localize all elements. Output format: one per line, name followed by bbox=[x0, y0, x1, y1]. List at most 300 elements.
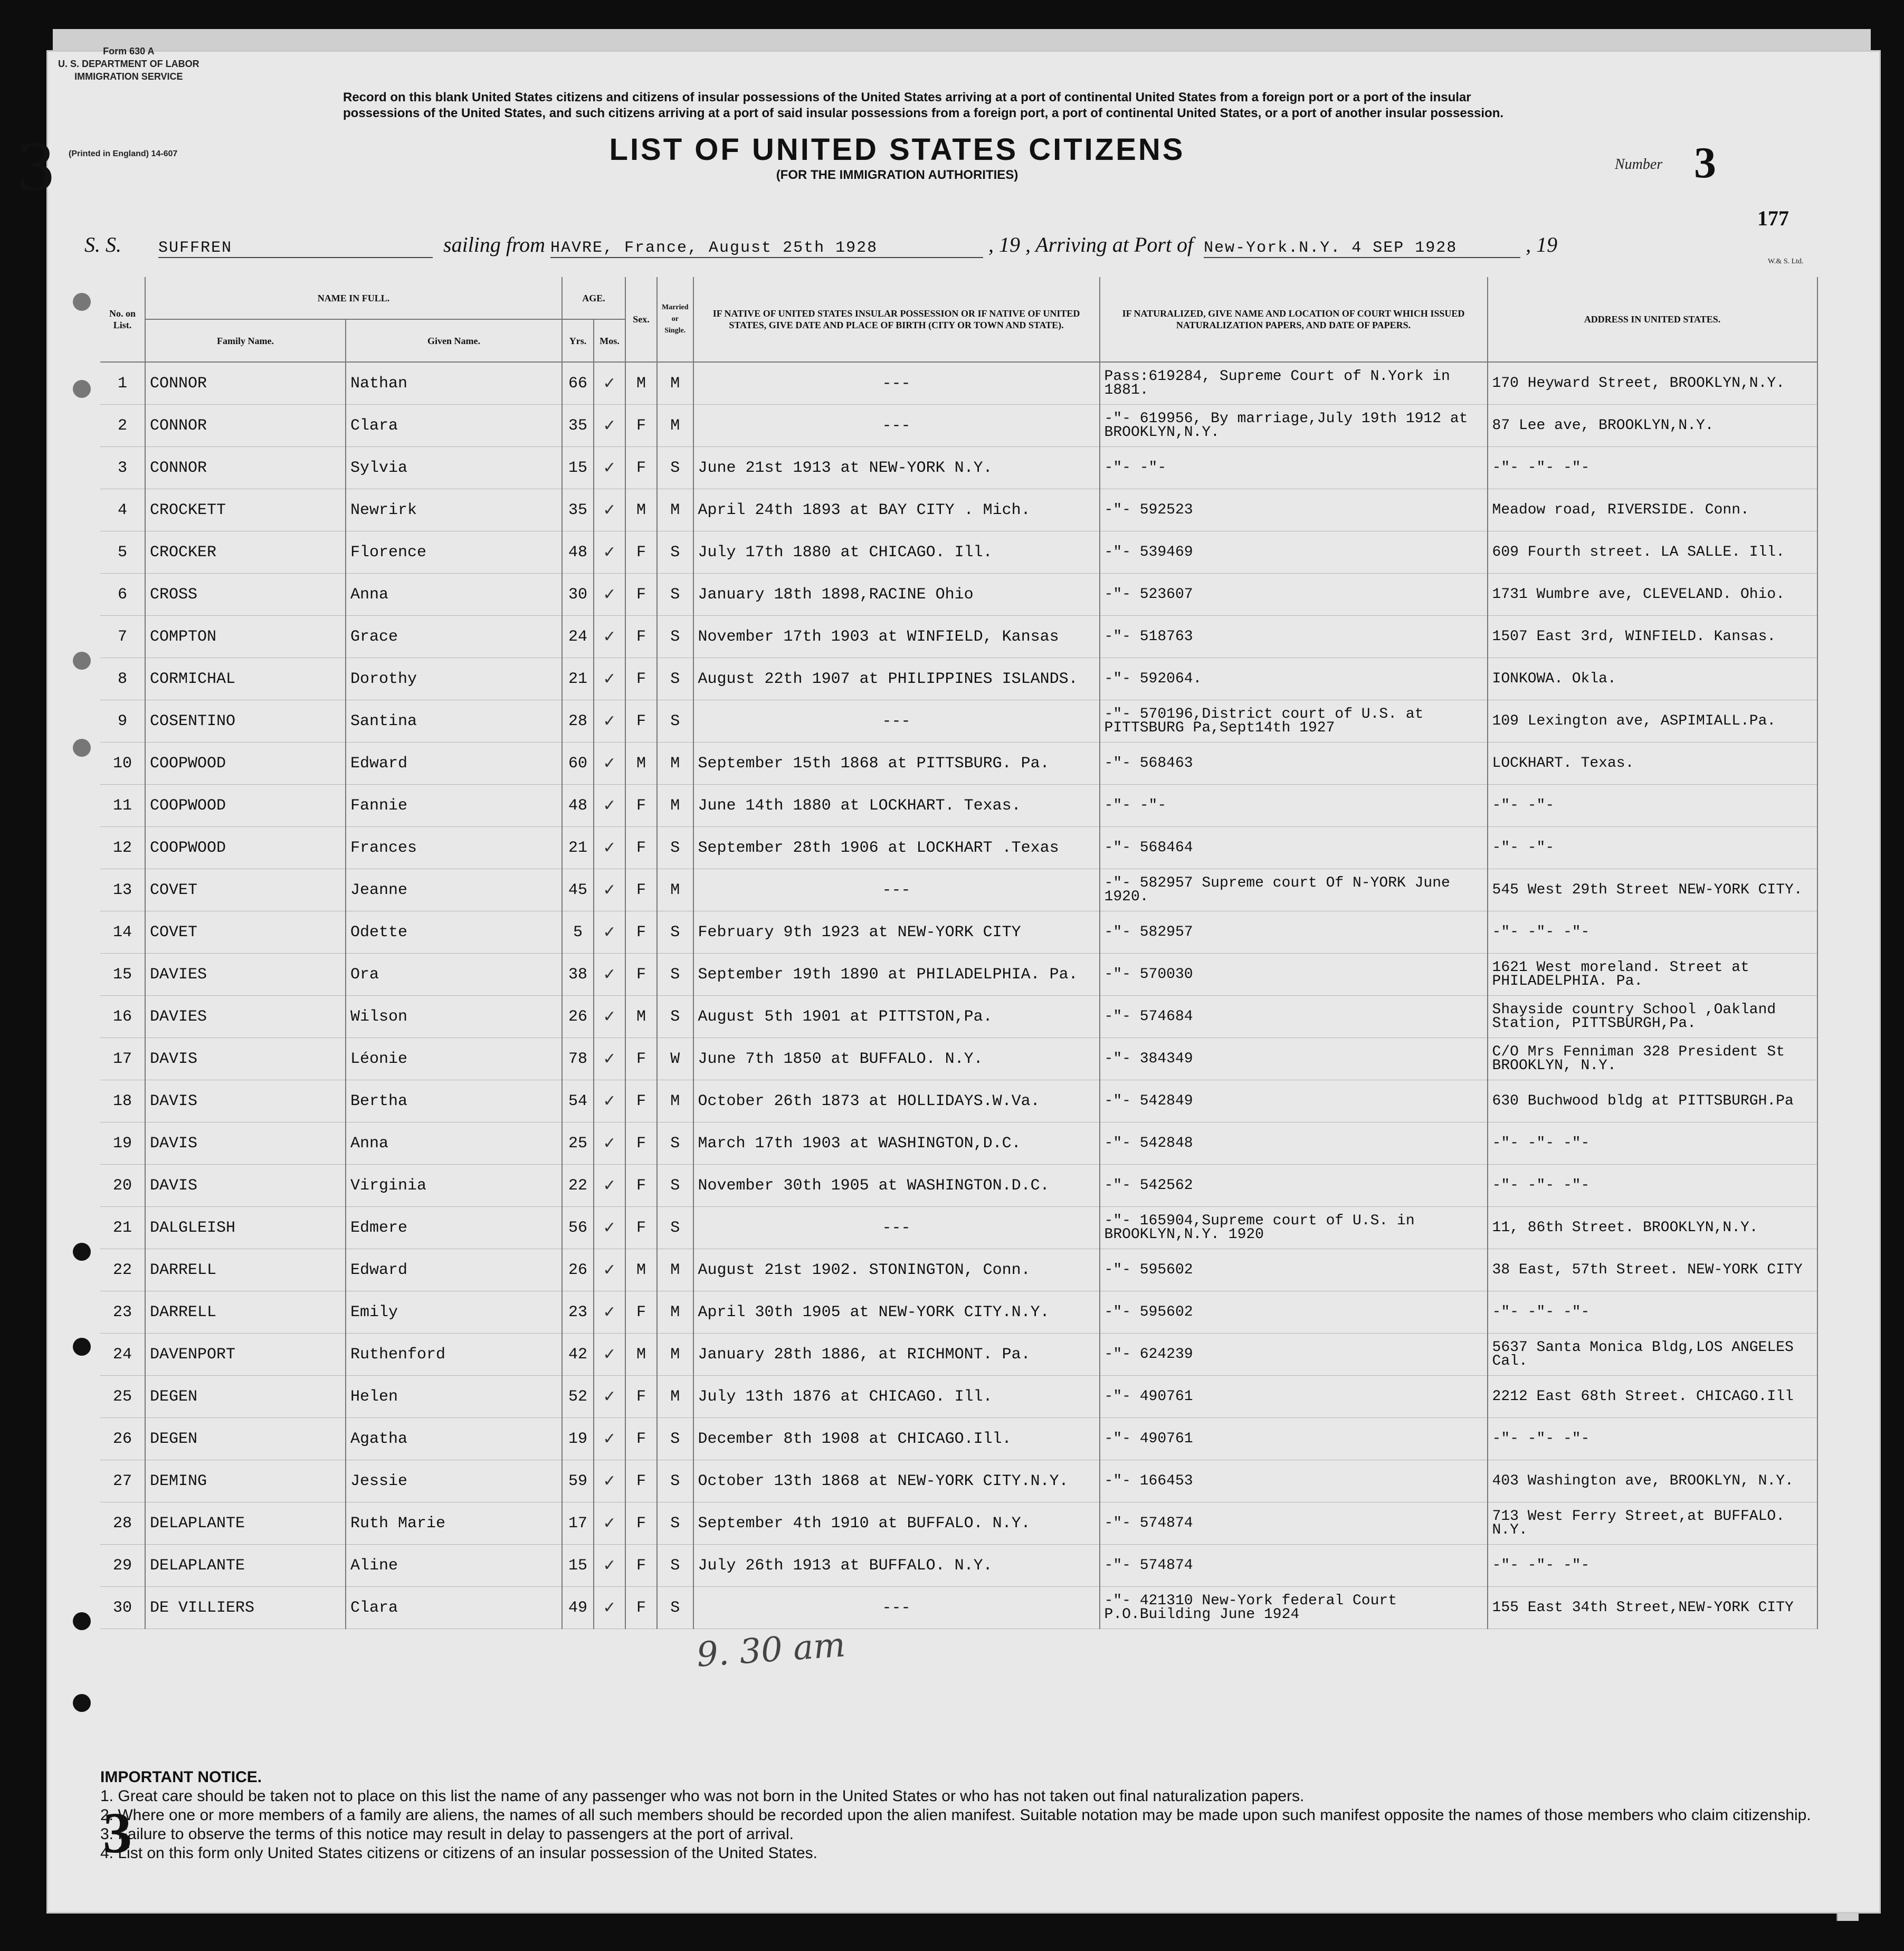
birth-info: --- bbox=[693, 1587, 1100, 1629]
sex: F bbox=[625, 1460, 657, 1502]
row-number: 3 bbox=[100, 447, 145, 489]
sex: F bbox=[625, 827, 657, 869]
given-name: Edmere bbox=[346, 1207, 562, 1249]
birth-info: --- bbox=[693, 869, 1100, 911]
sex: F bbox=[625, 1038, 657, 1080]
table-row bbox=[100, 1080, 1817, 1122]
sailing-from-label: sailing from bbox=[443, 233, 545, 256]
naturalization-info: -"- 574874 bbox=[1100, 1502, 1488, 1545]
sex: F bbox=[625, 658, 657, 700]
age-years: 48 bbox=[562, 785, 594, 827]
page-title: LIST OF UNITED STATES CITIZENS bbox=[609, 132, 1185, 167]
instructions-text: Record on this blank United States citizens and citizens of insular possessions of the United States arriving at a port of continental United States from a foreign port or a port of the insular possessions of the United States, and such citizens arriving at a port of said insular possessions from a foreign port, a port of continental United States, or a port of another insular possession. bbox=[343, 90, 1504, 120]
naturalization-info: Pass:619284, Supreme Court of N.York in 1881. bbox=[1100, 362, 1488, 405]
header-yrs: Yrs. bbox=[562, 319, 594, 362]
table-row bbox=[100, 1376, 1817, 1418]
birth-info: April 24th 1893 at BAY CITY . Mich. bbox=[693, 489, 1100, 531]
age-months: ✓ bbox=[594, 1122, 625, 1165]
handwritten-number: 3 bbox=[16, 132, 56, 205]
given-name: Jeanne bbox=[346, 869, 562, 911]
sex: M bbox=[625, 489, 657, 531]
given-name: Helen bbox=[346, 1376, 562, 1418]
family-name: DALGLEISH bbox=[145, 1207, 346, 1249]
sex: F bbox=[625, 1587, 657, 1629]
us-address: 630 Buchwood bldg at PITTSBURGH.Pa bbox=[1488, 1080, 1817, 1122]
age-years: 35 bbox=[562, 489, 594, 531]
marital-status: S bbox=[657, 1207, 693, 1249]
family-name: DAVIES bbox=[145, 954, 346, 996]
passenger-table bbox=[100, 277, 1818, 1629]
us-address: C/O Mrs Fenniman 328 President St BROOKLYN, N.Y. bbox=[1488, 1038, 1817, 1080]
naturalization-info: -"- 542848 bbox=[1100, 1122, 1488, 1165]
age-months: ✓ bbox=[594, 616, 625, 658]
given-name: Anna bbox=[346, 574, 562, 616]
table-row bbox=[100, 700, 1817, 743]
age-years: 28 bbox=[562, 700, 594, 743]
number-value: 3 bbox=[1694, 138, 1716, 187]
us-address: LOCKHART. Texas. bbox=[1488, 743, 1817, 785]
us-address: 87 Lee ave, BROOKLYN,N.Y. bbox=[1488, 405, 1817, 447]
notice-heading: IMPORTANT NOTICE. bbox=[100, 1768, 262, 1786]
family-name: COOPWOOD bbox=[145, 743, 346, 785]
age-months: ✓ bbox=[594, 1080, 625, 1122]
age-years: 35 bbox=[562, 405, 594, 447]
binder-hole bbox=[73, 739, 91, 757]
sex: F bbox=[625, 1502, 657, 1545]
age-years: 52 bbox=[562, 1376, 594, 1418]
family-name: CORMICHAL bbox=[145, 658, 346, 700]
birth-info: June 14th 1880 at LOCKHART. Texas. bbox=[693, 785, 1100, 827]
us-address: 155 East 34th Street,NEW-YORK CITY bbox=[1488, 1587, 1817, 1629]
age-months: ✓ bbox=[594, 1334, 625, 1376]
age-years: 66 bbox=[562, 362, 594, 405]
header-married-single: Married or Single. bbox=[657, 277, 693, 362]
family-name: DARRELL bbox=[145, 1291, 346, 1334]
table-row bbox=[100, 489, 1817, 531]
marital-status: S bbox=[657, 827, 693, 869]
header-birth: IF NATIVE OF UNITED STATES INSULAR POSSESSION OR IF NATIVE OF UNITED STATES, GIVE DATE AND PLACE OF BIRTH (CITY OR TOWN AND STATE). bbox=[693, 277, 1100, 362]
form-number: Form 630 A bbox=[103, 46, 155, 56]
table-row bbox=[100, 996, 1817, 1038]
sex: F bbox=[625, 1291, 657, 1334]
us-address: -"- -"- -"- bbox=[1488, 1418, 1817, 1460]
age-months: ✓ bbox=[594, 1207, 625, 1249]
background-sheet-top bbox=[53, 29, 1871, 51]
marital-status: S bbox=[657, 1502, 693, 1545]
family-name: DELAPLANTE bbox=[145, 1502, 346, 1545]
row-number: 7 bbox=[100, 616, 145, 658]
age-years: 49 bbox=[562, 1587, 594, 1629]
sex: F bbox=[625, 869, 657, 911]
sex: M bbox=[625, 1249, 657, 1291]
age-months: ✓ bbox=[594, 447, 625, 489]
age-months: ✓ bbox=[594, 785, 625, 827]
table-row bbox=[100, 743, 1817, 785]
naturalization-info: -"- 574684 bbox=[1100, 996, 1488, 1038]
page-number: 177 bbox=[1757, 206, 1789, 230]
naturalization-info: -"- 421310 New-York federal Court P.O.Building June 1924 bbox=[1100, 1587, 1488, 1629]
row-number: 16 bbox=[100, 996, 145, 1038]
marital-status: S bbox=[657, 1122, 693, 1165]
sex: F bbox=[625, 1418, 657, 1460]
table-row bbox=[100, 827, 1817, 869]
row-number: 24 bbox=[100, 1334, 145, 1376]
family-name: DEGEN bbox=[145, 1376, 346, 1418]
birth-info: September 15th 1868 at PITTSBURG. Pa. bbox=[693, 743, 1100, 785]
given-name: Virginia bbox=[346, 1165, 562, 1207]
given-name: Sylvia bbox=[346, 447, 562, 489]
form-department: U. S. DEPARTMENT OF LABOR bbox=[58, 59, 199, 69]
given-name: Grace bbox=[346, 616, 562, 658]
table-row bbox=[100, 405, 1817, 447]
naturalization-info: -"- 542562 bbox=[1100, 1165, 1488, 1207]
header-mos: Mos. bbox=[594, 319, 625, 362]
us-address: 1731 Wumbre ave, CLEVELAND. Ohio. bbox=[1488, 574, 1817, 616]
given-name: Wilson bbox=[346, 996, 562, 1038]
naturalization-info: -"- 166453 bbox=[1100, 1460, 1488, 1502]
us-address: 5637 Santa Monica Bldg,LOS ANGELES Cal. bbox=[1488, 1334, 1817, 1376]
row-number: 1 bbox=[100, 362, 145, 405]
sex: F bbox=[625, 1376, 657, 1418]
sex: F bbox=[625, 1122, 657, 1165]
naturalization-info: -"- 165904,Supreme court of U.S. in BROOKLYN,N.Y. 1920 bbox=[1100, 1207, 1488, 1249]
us-address: -"- -"- -"- bbox=[1488, 1122, 1817, 1165]
age-months: ✓ bbox=[594, 531, 625, 574]
family-name: CONNOR bbox=[145, 362, 346, 405]
binder-hole bbox=[73, 293, 91, 311]
given-name: Aline bbox=[346, 1545, 562, 1587]
naturalization-info: -"- 582957 Supreme court Of N-YORK June 1920. bbox=[1100, 869, 1488, 911]
age-years: 15 bbox=[562, 1545, 594, 1587]
marital-status: M bbox=[657, 1376, 693, 1418]
naturalization-info: -"- 582957 bbox=[1100, 911, 1488, 954]
sex: M bbox=[625, 1334, 657, 1376]
family-name: CROSS bbox=[145, 574, 346, 616]
family-name: CROCKETT bbox=[145, 489, 346, 531]
form-identifier bbox=[58, 45, 199, 83]
printed-note: (Printed in England) 14-607 bbox=[69, 149, 178, 158]
marital-status: M bbox=[657, 1249, 693, 1291]
table-row bbox=[100, 869, 1817, 911]
marital-status: S bbox=[657, 954, 693, 996]
table-row bbox=[100, 911, 1817, 954]
family-name: DARRELL bbox=[145, 1249, 346, 1291]
table-row bbox=[100, 1545, 1817, 1587]
age-months: ✓ bbox=[594, 996, 625, 1038]
given-name: Odette bbox=[346, 911, 562, 954]
marital-status: S bbox=[657, 1418, 693, 1460]
header-naturalized: IF NATURALIZED, GIVE NAME AND LOCATION OF COURT WHICH ISSUED NATURALIZATION PAPERS, AND DATE OF PAPERS. bbox=[1100, 277, 1488, 362]
age-months: ✓ bbox=[594, 1418, 625, 1460]
marital-status: S bbox=[657, 1587, 693, 1629]
row-number: 23 bbox=[100, 1291, 145, 1334]
naturalization-info: -"- 542849 bbox=[1100, 1080, 1488, 1122]
birth-info: March 17th 1903 at WASHINGTON,D.C. bbox=[693, 1122, 1100, 1165]
age-years: 19 bbox=[562, 1418, 594, 1460]
row-number: 8 bbox=[100, 658, 145, 700]
birth-info: February 9th 1923 at NEW-YORK CITY bbox=[693, 911, 1100, 954]
page-subtitle: (FOR THE IMMIGRATION AUTHORITIES) bbox=[776, 168, 1018, 182]
table-row bbox=[100, 785, 1817, 827]
handwritten-signature: 9. 30 am bbox=[695, 1625, 847, 1675]
row-number: 19 bbox=[100, 1122, 145, 1165]
marital-status: S bbox=[657, 658, 693, 700]
marital-status: S bbox=[657, 911, 693, 954]
table-row bbox=[100, 1122, 1817, 1165]
birth-info: July 17th 1880 at CHICAGO. Ill. bbox=[693, 531, 1100, 574]
marital-status: M bbox=[657, 869, 693, 911]
naturalization-info: -"- -"- bbox=[1100, 785, 1488, 827]
family-name: DAVENPORT bbox=[145, 1334, 346, 1376]
given-name: Clara bbox=[346, 405, 562, 447]
sex: F bbox=[625, 447, 657, 489]
us-address: Meadow road, RIVERSIDE. Conn. bbox=[1488, 489, 1817, 531]
table-row bbox=[100, 616, 1817, 658]
birth-info: November 17th 1903 at WINFIELD, Kansas bbox=[693, 616, 1100, 658]
naturalization-info: -"- 570030 bbox=[1100, 954, 1488, 996]
row-number: 21 bbox=[100, 1207, 145, 1249]
age-years: 17 bbox=[562, 1502, 594, 1545]
age-years: 38 bbox=[562, 954, 594, 996]
age-months: ✓ bbox=[594, 574, 625, 616]
us-address: -"- -"- bbox=[1488, 785, 1817, 827]
birth-info: December 8th 1908 at CHICAGO.Ill. bbox=[693, 1418, 1100, 1460]
table-row bbox=[100, 1207, 1817, 1249]
given-name: Ruth Marie bbox=[346, 1502, 562, 1545]
marital-status: S bbox=[657, 1545, 693, 1587]
family-name: COMPTON bbox=[145, 616, 346, 658]
family-name: DAVIS bbox=[145, 1038, 346, 1080]
given-name: Dorothy bbox=[346, 658, 562, 700]
family-name: DEMING bbox=[145, 1460, 346, 1502]
important-notice bbox=[100, 1768, 1815, 1863]
age-years: 56 bbox=[562, 1207, 594, 1249]
sex: M bbox=[625, 362, 657, 405]
header-given-name: Given Name. bbox=[346, 319, 562, 362]
naturalization-info: -"- 595602 bbox=[1100, 1291, 1488, 1334]
marital-status: M bbox=[657, 405, 693, 447]
us-address: 609 Fourth street. LA SALLE. Ill. bbox=[1488, 531, 1817, 574]
year-label-1: , 19 bbox=[988, 233, 1020, 256]
age-months: ✓ bbox=[594, 1291, 625, 1334]
birth-info: April 30th 1905 at NEW-YORK CITY.N.Y. bbox=[693, 1291, 1100, 1334]
naturalization-info: -"- 574874 bbox=[1100, 1545, 1488, 1587]
us-address: 1621 West moreland. Street at PHILADELPHIA. Pa. bbox=[1488, 954, 1817, 996]
naturalization-info: -"- 570196,District court of U.S. at PITTSBURG Pa,Sept14th 1927 bbox=[1100, 700, 1488, 743]
given-name: Frances bbox=[346, 827, 562, 869]
marital-status: S bbox=[657, 700, 693, 743]
sex: M bbox=[625, 743, 657, 785]
us-address: 1507 East 3rd, WINFIELD. Kansas. bbox=[1488, 616, 1817, 658]
form-service: IMMIGRATION SERVICE bbox=[74, 71, 183, 82]
us-address: 109 Lexington ave, ASPIMIALL.Pa. bbox=[1488, 700, 1817, 743]
row-number: 25 bbox=[100, 1376, 145, 1418]
marital-status: M bbox=[657, 785, 693, 827]
page-section-number: 3 bbox=[103, 1801, 132, 1865]
given-name: Ruthenford bbox=[346, 1334, 562, 1376]
naturalization-info: -"- 592064. bbox=[1100, 658, 1488, 700]
age-months: ✓ bbox=[594, 658, 625, 700]
age-years: 15 bbox=[562, 447, 594, 489]
sex: M bbox=[625, 996, 657, 1038]
table-row bbox=[100, 1249, 1817, 1291]
table-row bbox=[100, 1502, 1817, 1545]
age-years: 30 bbox=[562, 574, 594, 616]
sex: F bbox=[625, 1545, 657, 1587]
us-address: IONKOWA. Okla. bbox=[1488, 658, 1817, 700]
table-row bbox=[100, 531, 1817, 574]
table-row bbox=[100, 1418, 1817, 1460]
marital-status: S bbox=[657, 1460, 693, 1502]
family-name: DAVIES bbox=[145, 996, 346, 1038]
sex: F bbox=[625, 574, 657, 616]
birth-info: July 13th 1876 at CHICAGO. Ill. bbox=[693, 1376, 1100, 1418]
family-name: COOPWOOD bbox=[145, 785, 346, 827]
age-months: ✓ bbox=[594, 1545, 625, 1587]
naturalization-info: -"- 624239 bbox=[1100, 1334, 1488, 1376]
birth-info: September 4th 1910 at BUFFALO. N.Y. bbox=[693, 1502, 1100, 1545]
naturalization-info: -"- 619956, By marriage,July 19th 1912 at BROOKLYN,N.Y. bbox=[1100, 405, 1488, 447]
us-address: 2212 East 68th Street. CHICAGO.Ill bbox=[1488, 1376, 1817, 1418]
sex: F bbox=[625, 616, 657, 658]
row-number: 9 bbox=[100, 700, 145, 743]
given-name: Santina bbox=[346, 700, 562, 743]
naturalization-info: -"- 490761 bbox=[1100, 1376, 1488, 1418]
age-months: ✓ bbox=[594, 1587, 625, 1629]
birth-info: June 21st 1913 at NEW-YORK N.Y. bbox=[693, 447, 1100, 489]
sex: F bbox=[625, 785, 657, 827]
naturalization-info: -"- 518763 bbox=[1100, 616, 1488, 658]
family-name: CONNOR bbox=[145, 405, 346, 447]
birth-info: September 28th 1906 at LOCKHART .Texas bbox=[693, 827, 1100, 869]
age-years: 22 bbox=[562, 1165, 594, 1207]
sex: F bbox=[625, 405, 657, 447]
age-years: 24 bbox=[562, 616, 594, 658]
binder-hole bbox=[73, 1694, 91, 1712]
table-row bbox=[100, 574, 1817, 616]
row-number: 27 bbox=[100, 1460, 145, 1502]
marital-status: S bbox=[657, 531, 693, 574]
number-label: Number bbox=[1615, 156, 1663, 173]
naturalization-info: -"- 592523 bbox=[1100, 489, 1488, 531]
marital-status: S bbox=[657, 996, 693, 1038]
birth-info: August 5th 1901 at PITTSTON,Pa. bbox=[693, 996, 1100, 1038]
header-address: ADDRESS IN UNITED STATES. bbox=[1488, 277, 1817, 362]
sex: F bbox=[625, 954, 657, 996]
row-number: 14 bbox=[100, 911, 145, 954]
ss-label: S. S. bbox=[84, 233, 121, 256]
table-row bbox=[100, 447, 1817, 489]
row-number: 13 bbox=[100, 869, 145, 911]
marital-status: S bbox=[657, 1165, 693, 1207]
age-months: ✓ bbox=[594, 827, 625, 869]
naturalization-info: -"- 568464 bbox=[1100, 827, 1488, 869]
marital-status: M bbox=[657, 1080, 693, 1122]
age-months: ✓ bbox=[594, 1502, 625, 1545]
family-name: DAVIS bbox=[145, 1165, 346, 1207]
given-name: Edward bbox=[346, 743, 562, 785]
arriving-label: , Arriving at Port of bbox=[1025, 233, 1194, 256]
row-number: 28 bbox=[100, 1502, 145, 1545]
us-address: 713 West Ferry Street,at BUFFALO. N.Y. bbox=[1488, 1502, 1817, 1545]
arriving-port: New-York.N.Y. 4 SEP 1928 bbox=[1204, 239, 1520, 258]
us-address: -"- -"- -"- bbox=[1488, 1291, 1817, 1334]
given-name: Nathan bbox=[346, 362, 562, 405]
age-years: 26 bbox=[562, 1249, 594, 1291]
naturalization-info: -"- 568463 bbox=[1100, 743, 1488, 785]
age-years: 78 bbox=[562, 1038, 594, 1080]
age-years: 21 bbox=[562, 658, 594, 700]
birth-info: --- bbox=[693, 405, 1100, 447]
table-row bbox=[100, 1460, 1817, 1502]
birth-info: January 28th 1886, at RICHMONT. Pa. bbox=[693, 1334, 1100, 1376]
age-years: 5 bbox=[562, 911, 594, 954]
voyage-line bbox=[84, 232, 1557, 258]
binder-hole bbox=[73, 1243, 91, 1261]
marital-status: M bbox=[657, 1334, 693, 1376]
row-number: 22 bbox=[100, 1249, 145, 1291]
given-name: Agatha bbox=[346, 1418, 562, 1460]
marital-status: M bbox=[657, 489, 693, 531]
header-no: No. on List. bbox=[100, 277, 145, 362]
header-family-name: Family Name. bbox=[145, 319, 346, 362]
year-label-2: , 19 bbox=[1526, 233, 1558, 256]
row-number: 2 bbox=[100, 405, 145, 447]
age-months: ✓ bbox=[594, 743, 625, 785]
us-address: 403 Washington ave, BROOKLYN, N.Y. bbox=[1488, 1460, 1817, 1502]
age-years: 59 bbox=[562, 1460, 594, 1502]
age-months: ✓ bbox=[594, 1165, 625, 1207]
table-row bbox=[100, 1291, 1817, 1334]
header-sex: Sex. bbox=[625, 277, 657, 362]
row-number: 15 bbox=[100, 954, 145, 996]
given-name: Florence bbox=[346, 531, 562, 574]
printer-mark: W.& S. Ltd. bbox=[1768, 258, 1804, 265]
given-name: Jessie bbox=[346, 1460, 562, 1502]
marital-status: S bbox=[657, 616, 693, 658]
birth-info: --- bbox=[693, 362, 1100, 405]
row-number: 26 bbox=[100, 1418, 145, 1460]
row-number: 10 bbox=[100, 743, 145, 785]
age-years: 60 bbox=[562, 743, 594, 785]
binder-hole bbox=[73, 1612, 91, 1630]
notice-item: 2. Where one or more members of a family are aliens, the names of all such members should be recorded upon the alien manifest. Suitable notation may be made upon such manifest opposite the names of those members who claim citizenship. bbox=[100, 1806, 1811, 1824]
us-address: 170 Heyward Street, BROOKLYN,N.Y. bbox=[1488, 362, 1817, 405]
us-address: -"- -"- bbox=[1488, 827, 1817, 869]
family-name: CROCKER bbox=[145, 531, 346, 574]
notice-item: 3. Failure to observe the terms of this notice may result in delay to passengers at the port of arrival. bbox=[100, 1825, 794, 1843]
age-months: ✓ bbox=[594, 489, 625, 531]
binder-hole bbox=[73, 1338, 91, 1356]
row-number: 6 bbox=[100, 574, 145, 616]
sailing-from-value: HAVRE, France, August 25th 1928 bbox=[550, 239, 983, 258]
family-name: DELAPLANTE bbox=[145, 1545, 346, 1587]
table-row bbox=[100, 1165, 1817, 1207]
sex: F bbox=[625, 1165, 657, 1207]
row-number: 4 bbox=[100, 489, 145, 531]
row-number: 20 bbox=[100, 1165, 145, 1207]
given-name: Newrirk bbox=[346, 489, 562, 531]
age-months: ✓ bbox=[594, 1249, 625, 1291]
row-number: 29 bbox=[100, 1545, 145, 1587]
birth-info: October 26th 1873 at HOLLIDAYS.W.Va. bbox=[693, 1080, 1100, 1122]
us-address: 38 East, 57th Street. NEW-YORK CITY bbox=[1488, 1249, 1817, 1291]
row-number: 17 bbox=[100, 1038, 145, 1080]
birth-info: September 19th 1890 at PHILADELPHIA. Pa. bbox=[693, 954, 1100, 996]
row-number: 18 bbox=[100, 1080, 145, 1122]
marital-status: W bbox=[657, 1038, 693, 1080]
sex: F bbox=[625, 531, 657, 574]
